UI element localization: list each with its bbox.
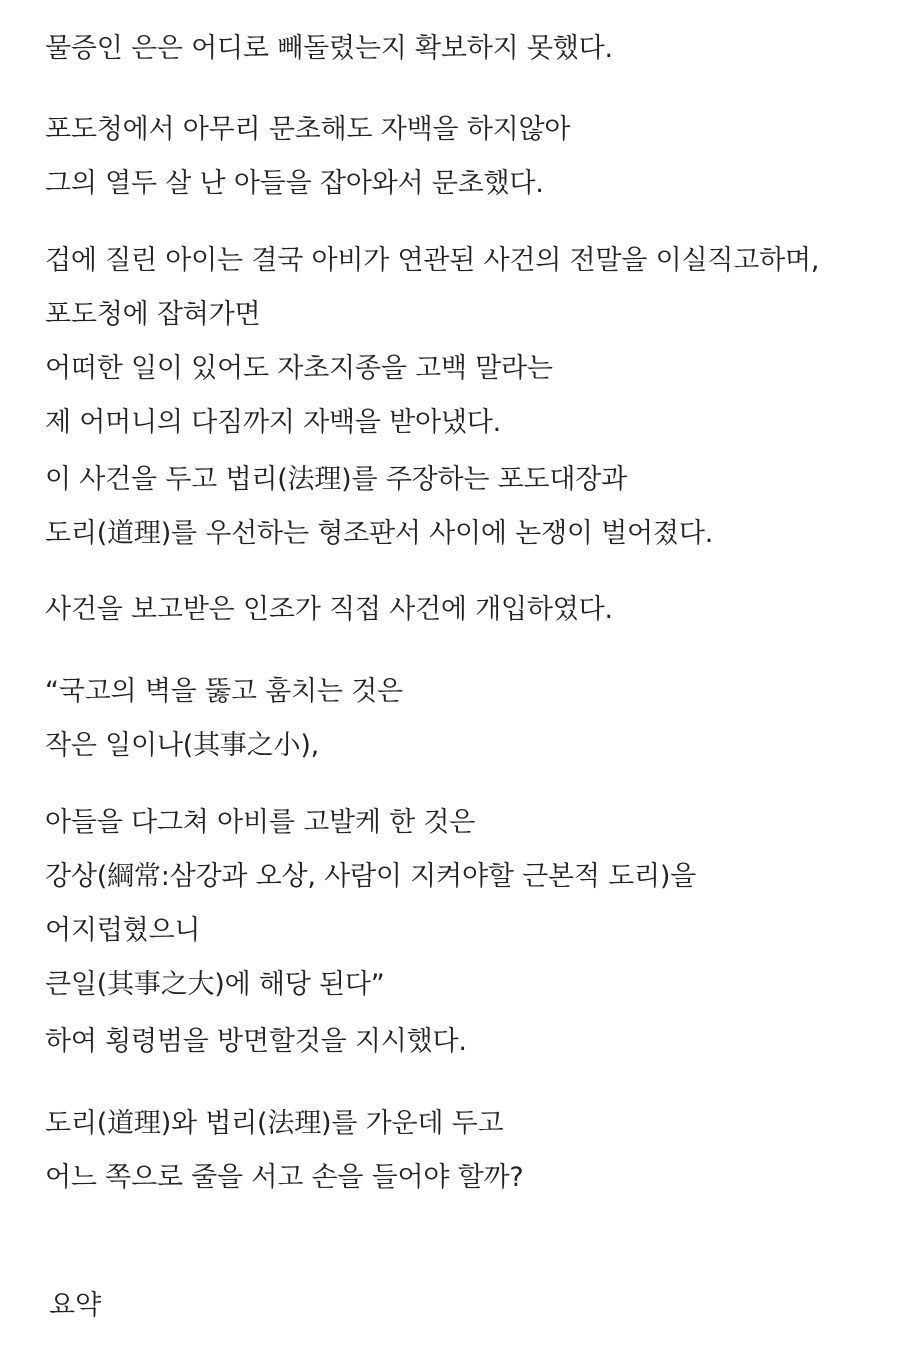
paragraph-8 <box>45 1015 467 1069</box>
paragraph-5 <box>45 583 613 637</box>
text-line: “국고의 벽을 뚫고 훔치는 것은 <box>45 676 403 707</box>
text-line: 하여 횡령범을 방면할것을 지시했다. <box>45 1026 467 1057</box>
text-line: 큰일(其事之大)에 해당 된다” <box>45 969 385 1000</box>
text-line: 물증인 은은 어디로 빼돌렸는지 확보하지 못했다. <box>45 33 613 64</box>
summary-heading: 요약 <box>49 1290 102 1321</box>
text-line: 포도청에 잡혀가면 <box>45 299 261 330</box>
text-line: 작은 일이나(其事之小), <box>45 730 320 761</box>
text-line: 사건을 보고받은 인조가 직접 사건에 개입하였다. <box>45 594 613 625</box>
text-line: 이 사건을 두고 법리(法理)를 주장하는 포도대장과 <box>45 464 628 495</box>
paragraph-7 <box>45 796 696 1012</box>
paragraph-4 <box>45 453 713 561</box>
text-line: 포도청에서 아무리 문초해도 자백을 하지않아 <box>45 114 571 145</box>
text-line: 도리(道理)와 법리(法理)를 가운데 두고 <box>45 1108 504 1139</box>
text-line: 그의 열두 살 난 아들을 잡아와서 문초했다. <box>45 168 544 199</box>
text-line: 어지럽혔으니 <box>45 915 201 946</box>
text-line: 아들을 다그쳐 아비를 고발케 한 것은 <box>45 807 476 838</box>
paragraph-2 <box>45 103 570 211</box>
text-line: 도리(道理)를 우선하는 형조판서 사이에 논쟁이 벌어졌다. <box>45 518 714 549</box>
paragraph-1 <box>45 22 613 76</box>
paragraph-9 <box>45 1097 524 1205</box>
text-line: 제 어머니의 다짐까지 자백을 받아냈다. <box>45 407 502 438</box>
paragraph-6 <box>45 665 403 773</box>
text-line: 겁에 질린 아이는 결국 아비가 연관된 사건의 전말을 이실직고하며, <box>45 245 820 276</box>
paragraph-3 <box>45 234 819 450</box>
text-line: 어느 쪽으로 줄을 서고 손을 들어야 할까? <box>45 1162 524 1193</box>
text-line: 어떠한 일이 있어도 자초지종을 고백 말라는 <box>45 353 553 384</box>
text-line: 강상(綱常:삼강과 오상, 사람이 지켜야할 근본적 도리)을 <box>45 861 697 892</box>
